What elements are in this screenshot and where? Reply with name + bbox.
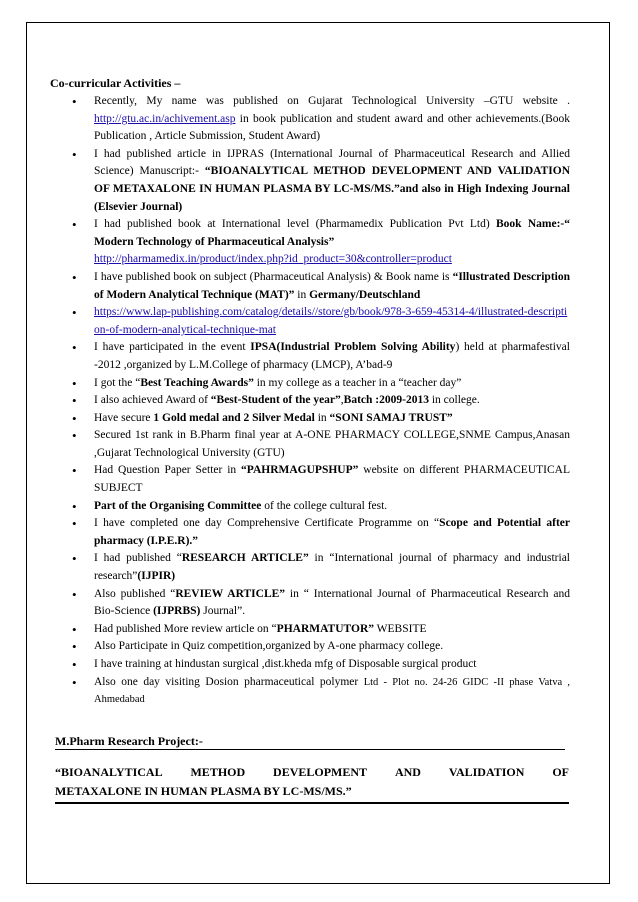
gtu-achievement-link[interactable]: http://gtu.ac.in/achivement.asp — [94, 112, 236, 125]
list-item: • I have published book on subject (Pharmaceutical Analysis) & Book name is “Illustrated Description of Modern Analytical Technique (MAT)” in Germany/Deutschland — [50, 269, 570, 304]
title-line-2: METAXALONE IN HUMAN PLASMA BY LC-MS/MS.” — [55, 784, 352, 798]
list-item: • I have training at hindustan surgical ,dist.kheda mfg of Disposable surgical product — [50, 656, 570, 674]
list-item: • I got the “Best Teaching Awards” in my college as a teacher in a “teacher day” — [50, 375, 570, 393]
list-item: • I also achieved Award of “Best-Student of the year”,Batch :2009-2013 in college. — [50, 392, 570, 410]
list-item: • Also Participate in Quiz competition,organized by A-one pharmacy college. — [50, 638, 570, 656]
list-item: • Have secure 1 Gold medal and 2 Silver Medal in “SONI SAMAJ TRUST” — [50, 410, 570, 428]
title-line-1: “BIOANALYTICAL METHOD DEVELOPMENT AND VALIDATION OF — [55, 765, 569, 779]
list-item: • I have participated in the event IPSA(Industrial Problem Solving Ability) held at pharmafestival -2012 ,organized by L.M.College of pharmacy (LMCP), A’bad-9 — [50, 339, 570, 374]
research-project-heading: M.Pharm Research Project:- — [55, 733, 565, 750]
list-item: • I had published article in IJPRAS (International Journal of Pharmaceutical Research and Allied Science) Manuscript:- “BIOANALYTICAL METHOD DEVELOPMENT AND VALIDATION OF METAXALONE IN HUMAN PLASMA BY LC-MS/MS.”and also in High Indexing Journal (Elsevier Journal) — [50, 146, 570, 216]
pharmamedix-link[interactable]: http://pharmamedix.in/product/index.php?id_product=30&controller=product — [94, 253, 452, 266]
section-heading: Co-curricular Activities – — [50, 76, 181, 90]
list-item: • Also published “REVIEW ARTICLE” in “ International Journal of Pharmaceutical Research and Bio-Science (IJPRBS) Journal”. — [50, 586, 570, 621]
list-item: • Part of the Organising Committee of the college cultural fest. — [50, 498, 570, 516]
activity-list — [50, 93, 570, 709]
list-item: • Secured 1st rank in B.Pharm final year at A-ONE PHARMACY COLLEGE,SNME Campus,Anasan ,Gujarat Technological University (GTU) — [50, 427, 570, 462]
list-item: • I had published book at International level (Pharmamedix Publication Pvt Ltd) Book Name:-“ Modern Technology of Pharmaceutical Analysis” http://pharmamedix.in/product/index.php?id_product=30&controller=product — [50, 216, 570, 269]
cocurricular-section — [50, 76, 570, 709]
list-item — [50, 304, 570, 339]
list-item: • I have completed one day Comprehensive Certificate Programme on “Scope and Potential after pharmacy (I.P.E.R).” — [50, 515, 570, 550]
lap-publishing-link[interactable]: https://www.lap-publishing.com/catalog/details//store/gb/book/978-3-659-45314-4/illustrated-description-of-modern-analytical-technique-mat — [94, 306, 568, 336]
list-item: • Recently, My name was published on Gujarat Technological University –GTU website . http://gtu.ac.in/achivement.asp in book publication and student award and other achievements.(Book Publication , Article Submission, Student Award) — [50, 93, 570, 146]
list-item: • Had published More review article on “PHARMATUTOR” WEBSITE — [50, 621, 570, 639]
list-item: • I had published “RESEARCH ARTICLE” in “International journal of pharmacy and industrial research”(IJPIR) — [50, 550, 570, 585]
list-item: • Also one day visiting Dosion pharmaceutical polymer Ltd - Plot no. 24-26 GIDC -II phase Vatva , Ahmedabad — [50, 674, 570, 709]
list-item: • Had Question Paper Setter in “PAHRMAGUPSHUP” website on different PHARMACEUTICAL SUBJECT — [50, 462, 570, 497]
research-project-title — [55, 763, 569, 804]
